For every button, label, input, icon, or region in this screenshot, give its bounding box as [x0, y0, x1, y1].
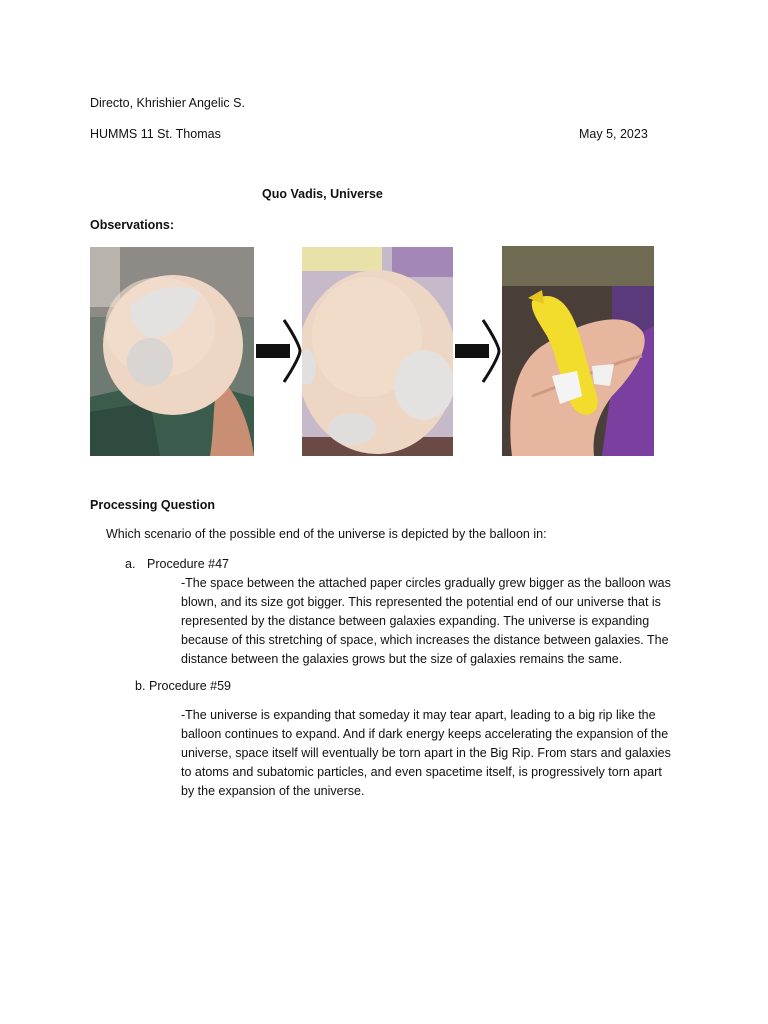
inflated-balloon-photo	[302, 247, 453, 456]
document-title: Quo Vadis, Universe	[262, 187, 383, 201]
processing-heading: Processing Question	[90, 498, 216, 512]
procedure-label: Procedure #59	[149, 679, 232, 693]
burst-yellow-balloon-photo	[502, 246, 654, 456]
answer-line: blown, and its size got bigger. This represented the potential end of our universe that is	[181, 595, 661, 609]
procedure-answer	[181, 706, 681, 801]
procedure-label: Procedure #47	[147, 557, 230, 571]
answer-line: to atoms and subatomic particles, and even spacetime itself, is progressively torn apart	[181, 765, 662, 779]
answer-line: universe, space itself will eventually be torn apart in the Big Rip. From stars and galaxies	[181, 746, 671, 760]
procedure-answer	[181, 574, 681, 669]
answer-line: by the expansion of the universe.	[181, 784, 365, 798]
answer-line: because of this stretching of space, which increases the distance between galaxies. The	[181, 633, 669, 647]
list-marker: a.	[125, 557, 136, 571]
answer-line: -The universe is expanding that someday it may tear apart, leading to a big rip like the	[181, 708, 656, 722]
list-marker: b.	[135, 679, 146, 693]
student-name: Directo, Khrishier Angelic S.	[90, 96, 245, 110]
answer-line: -The space between the attached paper circles gradually grew bigger as the balloon was	[181, 576, 671, 590]
class-section: HUMMS 11 St. Thomas	[90, 127, 221, 141]
answer-line: distance between the galaxies grows but the size of galaxies remains the same.	[181, 652, 623, 666]
document-date: May 5, 2023	[579, 127, 648, 141]
deflated-balloon-with-paper-circles-photo	[90, 247, 254, 456]
answer-line: represented by the distance between galaxies expanding. The universe is expanding	[181, 614, 650, 628]
right-arrow-icon	[256, 318, 302, 384]
observations-heading: Observations:	[90, 218, 175, 232]
right-arrow-icon	[455, 318, 501, 384]
answer-line: balloon continues to expand. And if dark energy keeps accelerating the expansion of the	[181, 727, 669, 741]
processing-question: Which scenario of the possible end of the universe is depicted by the balloon in:	[106, 527, 547, 541]
